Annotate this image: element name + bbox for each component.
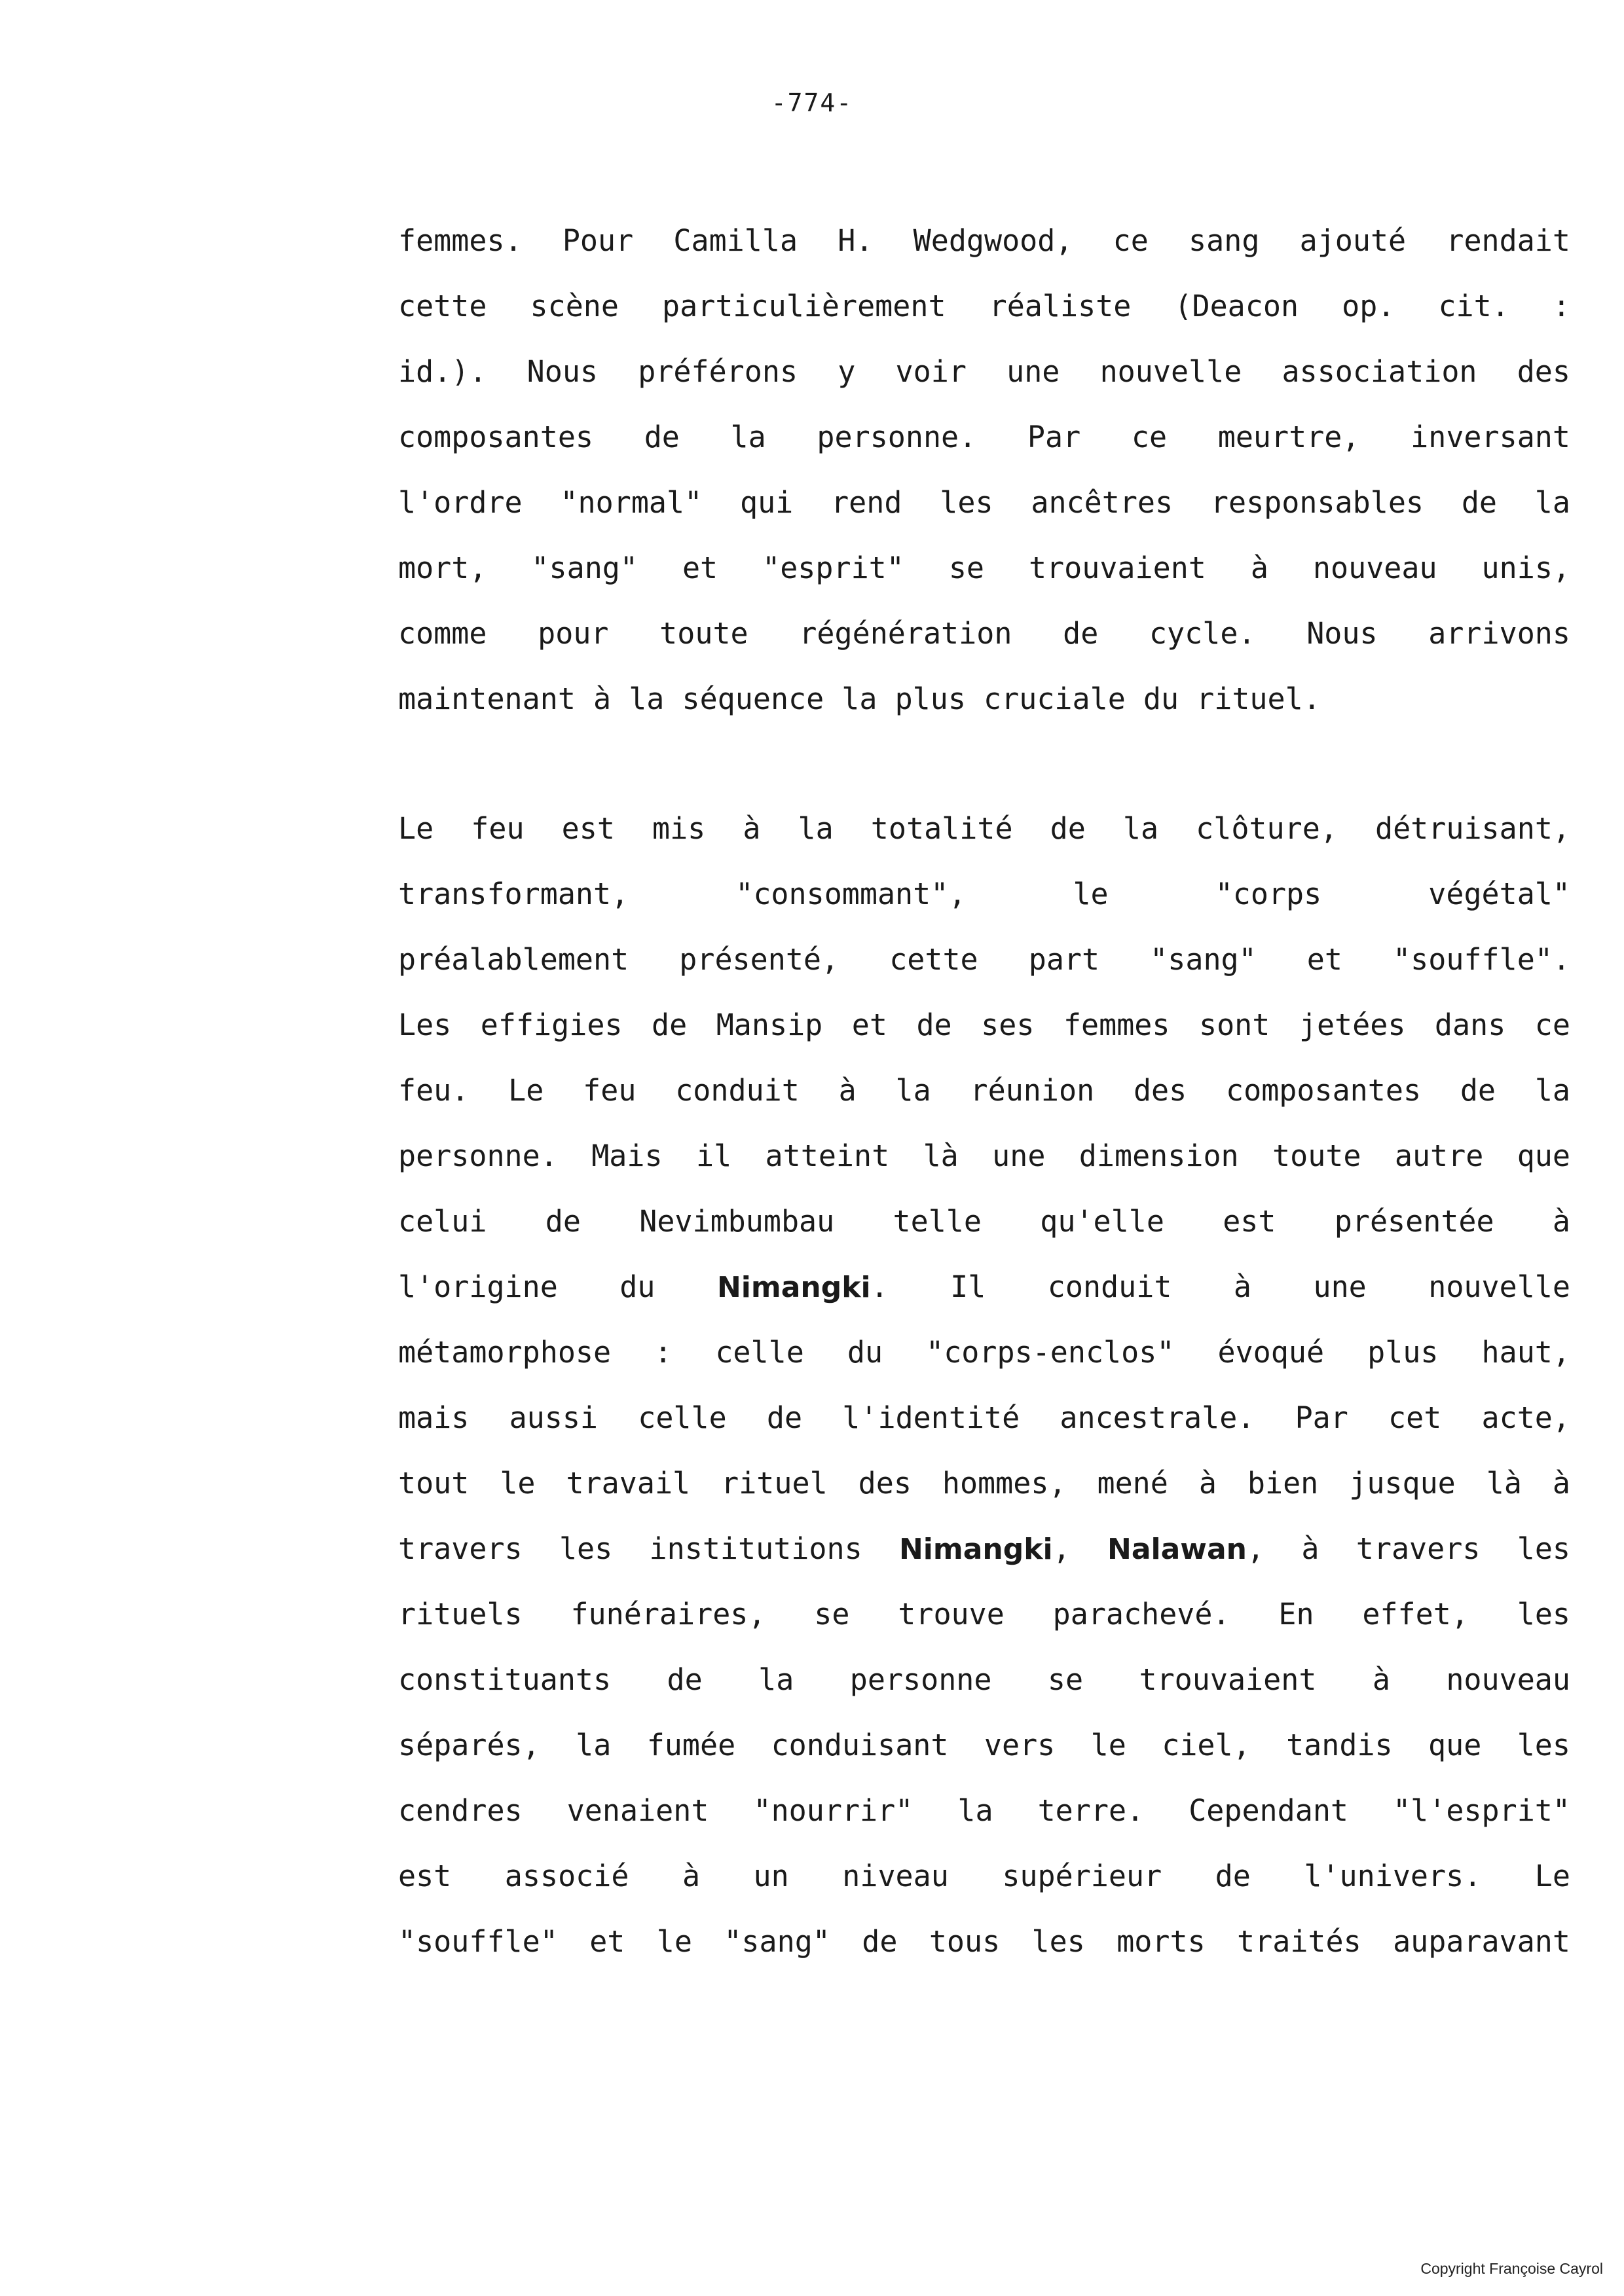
text-run: travers les institutions bbox=[398, 1531, 899, 1566]
paragraph-2 bbox=[398, 796, 1570, 1975]
text-line: Le feu est mis à la totalité de la clôture, détruisant, bbox=[398, 811, 1570, 846]
text-line: cette scène particulièrement réaliste (Deacon op. cit. : bbox=[398, 289, 1570, 323]
term-nimangki: Nimangki bbox=[716, 1271, 871, 1304]
text-line: mort, "sang" et "esprit" se trouvaient à nouveau unis, bbox=[398, 551, 1570, 585]
text-run: , à travers les bbox=[1246, 1531, 1571, 1566]
page-number: -774- bbox=[771, 88, 853, 117]
text-line: cendres venaient "nourrir" la terre. Cependant "l'esprit" bbox=[398, 1793, 1570, 1828]
text-line: est associé à un niveau supérieur de l'univers. Le bbox=[398, 1859, 1570, 1893]
text-line: id.). Nous préférons y voir une nouvelle association des bbox=[398, 354, 1570, 389]
text-run: l'origine du bbox=[398, 1269, 717, 1304]
text-line: celui de Nevimbumbau telle qu'elle est présentée à bbox=[398, 1204, 1570, 1239]
term-nimangki: Nimangki bbox=[898, 1533, 1053, 1566]
text-line: transformant, "consommant", le "corps végétal" bbox=[398, 877, 1570, 911]
copyright-notice: Copyright Françoise Cayrol bbox=[1420, 2260, 1603, 2277]
text-line: maintenant à la séquence la plus cruciale du rituel. bbox=[398, 682, 1321, 716]
text-line: métamorphose : celle du "corps-enclos" évoqué plus haut, bbox=[398, 1335, 1570, 1370]
text-line: séparés, la fumée conduisant vers le ciel, tandis que les bbox=[398, 1728, 1570, 1762]
text-line: rituels funéraires, se trouve parachevé. En effet, les bbox=[398, 1597, 1570, 1631]
text-line: tout le travail rituel des hommes, mené à bien jusque là à bbox=[398, 1466, 1570, 1501]
text-line: Les effigies de Mansip et de ses femmes sont jetées dans ce bbox=[398, 1008, 1570, 1042]
text-line bbox=[398, 1254, 1570, 1320]
text-line: feu. Le feu conduit à la réunion des composantes de la bbox=[398, 1073, 1570, 1108]
paragraph-1 bbox=[398, 208, 1570, 732]
text-line: composantes de la personne. Par ce meurtre, inversant bbox=[398, 420, 1570, 454]
text-line: personne. Mais il atteint là une dimension toute autre que bbox=[398, 1139, 1570, 1173]
text-line: comme pour toute régénération de cycle. Nous arrivons bbox=[398, 616, 1570, 651]
text-line: mais aussi celle de l'identité ancestrale. Par cet acte, bbox=[398, 1400, 1570, 1435]
text-line bbox=[398, 1516, 1570, 1582]
term-nalawan: Nalawan bbox=[1107, 1533, 1247, 1566]
text-run: , bbox=[1052, 1531, 1107, 1566]
text-line: constituants de la personne se trouvaient à nouveau bbox=[398, 1662, 1570, 1697]
text-line: préalablement présenté, cette part "sang" et "souffle". bbox=[398, 942, 1570, 977]
text-line: femmes. Pour Camilla H. Wedgwood, ce sang ajouté rendait bbox=[398, 223, 1570, 258]
text-run: . Il conduit à une nouvelle bbox=[870, 1269, 1570, 1304]
text-line: "souffle" et le "sang" de tous les morts traités auparavant bbox=[398, 1924, 1570, 1959]
text-line: l'ordre "normal" qui rend les ancêtres responsables de la bbox=[398, 485, 1570, 520]
